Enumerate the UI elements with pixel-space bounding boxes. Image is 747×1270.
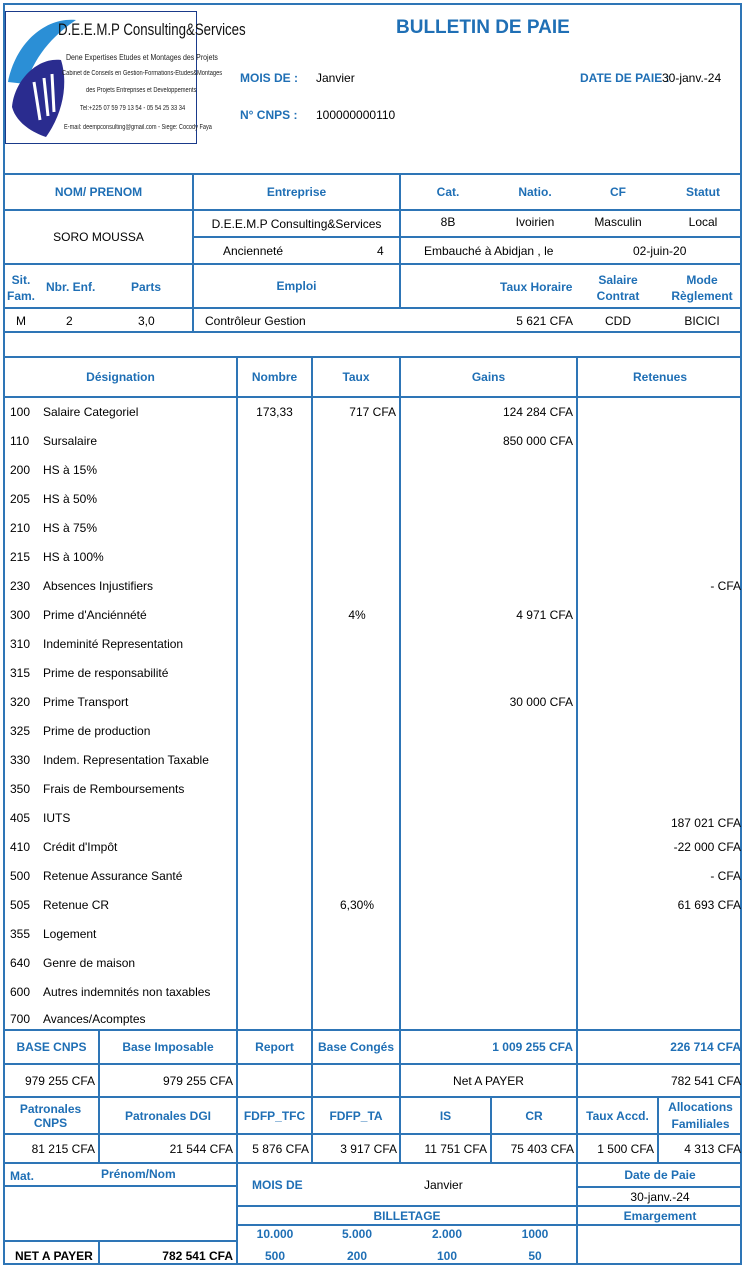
line-gain: 124 284 CFA xyxy=(502,405,573,419)
line-code: 410 xyxy=(10,840,31,854)
line-code: 350 xyxy=(10,782,31,796)
line-code: 230 xyxy=(10,579,31,593)
total-retenues: 226 714 CFA xyxy=(670,1040,741,1054)
bill-2000: 2.000 xyxy=(431,1227,463,1241)
line-label: Absences Injustifiers xyxy=(43,579,154,593)
header-taux: Taux xyxy=(342,370,370,384)
line-label: Salaire Categoriel xyxy=(43,405,139,419)
employee-name: SORO MOUSSA xyxy=(53,230,144,244)
line-taux: 6,30% xyxy=(339,898,375,912)
header-mat: Mat. xyxy=(10,1169,34,1183)
net-payer-label: Net A PAYER xyxy=(453,1073,524,1088)
nbrenf-value: 2 xyxy=(66,314,73,328)
patronales-cnps-value: 81 215 CFA xyxy=(31,1141,95,1156)
header-nom-prenom: NOM/ PRENOM xyxy=(54,185,143,199)
line-label: Retenue CR xyxy=(43,898,110,912)
line-code: 505 xyxy=(10,898,31,912)
line-taux: 717 CFA xyxy=(349,405,396,419)
header-prenom-nom: Prénom/Nom xyxy=(101,1167,176,1181)
header-natio: Natio. xyxy=(518,185,552,199)
cnps-label: N° CNPS : xyxy=(240,108,298,122)
line-label: Sursalaire xyxy=(43,434,98,448)
header-sitfam xyxy=(5,272,37,304)
line-label: HS à 15% xyxy=(43,463,98,477)
line-label: Indeminité Representation xyxy=(43,637,184,651)
line-code: 200 xyxy=(10,463,31,477)
header-nombre: Nombre xyxy=(251,370,298,384)
header-salaire-line2: Contrat xyxy=(596,289,640,303)
base-cnps-value: 979 255 CFA xyxy=(24,1073,95,1088)
line-label: Avances/Acomptes xyxy=(43,1012,146,1026)
header-patronales-dgi: Patronales DGI xyxy=(124,1108,212,1123)
parts-value: 3,0 xyxy=(138,314,155,328)
header-salaire-line1: Salaire xyxy=(598,273,638,287)
header-base-imposable: Base Imposable xyxy=(122,1040,214,1054)
line-code: 100 xyxy=(10,405,31,419)
embauche-date: 02-juin-20 xyxy=(633,244,687,258)
line-code: 215 xyxy=(10,550,31,564)
header-fdfp-ta: FDFP_TA xyxy=(329,1108,383,1123)
header-billetage: BILLETAGE xyxy=(373,1208,441,1223)
header-base-conges: Base Congés xyxy=(317,1040,395,1054)
mois-label: MOIS DE : xyxy=(240,71,299,85)
line-code: 700 xyxy=(10,1012,31,1026)
base-imposable-value: 979 255 CFA xyxy=(162,1073,233,1088)
cf-value: Masculin xyxy=(594,215,642,229)
header-cat: Cat. xyxy=(436,185,460,199)
line-code: 205 xyxy=(10,492,31,506)
footer-date-label: Date de Paie xyxy=(624,1168,696,1182)
line-code: 600 xyxy=(10,985,31,999)
line-code: 330 xyxy=(10,753,31,767)
line-code: 315 xyxy=(10,666,31,680)
logo-email: E-mail: deempconsulting@gmail.com - Siege: Cocody Faya xyxy=(64,124,212,131)
header-designation: Désignation xyxy=(86,370,155,384)
header-cf: CF xyxy=(610,185,626,199)
footer-net-label: NET A PAYER xyxy=(15,1249,93,1263)
header-mode-reglement xyxy=(666,272,738,304)
company-logo xyxy=(5,11,246,144)
header-sitfam-line1: Sit. xyxy=(11,273,31,287)
natio-value: Ivoirien xyxy=(515,215,555,229)
fdfp-ta-value: 3 917 CFA xyxy=(340,1141,397,1156)
line-code: 320 xyxy=(10,695,31,709)
line-code: 500 xyxy=(10,869,31,883)
header-patronales-cnps: Patronales CNPS xyxy=(19,1101,82,1130)
line-gain: 850 000 CFA xyxy=(502,434,573,448)
footer-date-value: 30-janv.-24 xyxy=(630,1189,690,1204)
bill-5000: 5.000 xyxy=(341,1227,373,1241)
coin-50: 50 xyxy=(528,1249,542,1263)
line-retenue: 187 021 CFA xyxy=(670,816,741,830)
header-fdfp-tfc: FDFP_TFC xyxy=(243,1108,306,1123)
statut-value: Local xyxy=(688,215,718,229)
sitfam-value: M xyxy=(16,314,26,328)
line-code: 300 xyxy=(10,608,31,622)
header-salaire-contrat xyxy=(588,272,648,304)
line-retenue: - CFA xyxy=(710,579,741,593)
header-alloc-line2: Familiales xyxy=(671,1117,730,1131)
line-code: 405 xyxy=(10,811,31,825)
header-taux-horaire: Taux Horaire xyxy=(500,280,573,294)
logo-desc2: des Projets Entreprises et Developpements xyxy=(86,87,197,94)
line-gain: 4 971 CFA xyxy=(516,608,573,622)
logo-brand: D.E.E.M.P Consulting&Services xyxy=(58,20,246,39)
coin-200: 200 xyxy=(346,1249,368,1263)
cat-value: 8B xyxy=(440,215,456,229)
line-taux: 4% xyxy=(348,608,366,622)
header-gains: Gains xyxy=(471,370,506,384)
footer-mois-label: MOIS DE xyxy=(252,1178,303,1192)
line-label: Frais de Remboursements xyxy=(43,782,185,796)
line-label: HS à 100% xyxy=(43,550,104,564)
line-label: HS à 75% xyxy=(43,521,98,535)
line-code: 310 xyxy=(10,637,31,651)
header-retenues: Retenues xyxy=(632,370,688,384)
line-label: Prime de production xyxy=(43,724,151,738)
line-label: IUTS xyxy=(43,811,71,825)
page-title: BULLETIN DE PAIE xyxy=(396,17,570,38)
line-retenue: - CFA xyxy=(710,869,741,883)
line-code: 325 xyxy=(10,724,31,738)
mois-value: Janvier xyxy=(316,71,355,85)
emploi-value: Contrôleur Gestion xyxy=(205,314,306,328)
line-label: Crédit d'Impôt xyxy=(43,840,118,854)
logo-desc1: Cabinet de Conseils en Gestion-Formations-Etudes&Montages xyxy=(62,70,223,77)
entreprise-value: D.E.E.M.P Consulting&Services xyxy=(211,216,382,231)
line-code: 640 xyxy=(10,956,31,970)
header-parts: Parts xyxy=(131,280,162,294)
reglement-value: BICICI xyxy=(684,314,720,328)
contrat-value: CDD xyxy=(605,314,631,328)
header-report: Report xyxy=(255,1040,294,1054)
header-alloc-line1: Allocations xyxy=(668,1100,733,1114)
anciennete-value: 4 xyxy=(377,244,384,258)
embauche-label: Embauché à Abidjan , le xyxy=(424,244,554,258)
line-nombre: 173,33 xyxy=(256,405,293,419)
line-retenue: 61 693 CFA xyxy=(677,898,741,912)
line-code: 210 xyxy=(10,521,31,535)
total-gains: 1 009 255 CFA xyxy=(492,1040,573,1054)
line-label: Indem. Representation Taxable xyxy=(43,753,209,767)
footer-mois-value: Janvier xyxy=(424,1178,463,1192)
header-base-cnps: BASE CNPS xyxy=(16,1040,87,1054)
coin-500: 500 xyxy=(264,1249,286,1263)
coin-100: 100 xyxy=(436,1249,458,1263)
line-label: Retenue Assurance Santé xyxy=(43,869,183,883)
line-gain: 30 000 CFA xyxy=(509,695,573,709)
date-value: 30-janv.-24 xyxy=(662,71,722,85)
fdfp-tfc-value: 5 876 CFA xyxy=(252,1141,309,1156)
line-code: 355 xyxy=(10,927,31,941)
line-label: HS à 50% xyxy=(43,492,98,506)
alloc-value: 4 313 CFA xyxy=(684,1141,741,1156)
header-statut: Statut xyxy=(686,185,720,199)
line-label: Genre de maison xyxy=(43,956,136,970)
line-label: Autres indemnités non taxables xyxy=(43,985,211,999)
header-mode-line2: Règlement xyxy=(671,289,733,303)
logo-tel: Tel:+225 07 59 79 13 54 - 05 54 25 33 34 xyxy=(80,105,186,112)
line-label: Prime Transport xyxy=(43,695,129,709)
bill-1000: 1000 xyxy=(521,1227,549,1241)
header-sitfam-line2: Fam. xyxy=(6,289,35,303)
patronales-dgi-value: 21 544 CFA xyxy=(169,1141,233,1156)
header-cr: CR xyxy=(525,1108,543,1123)
header-allocations xyxy=(659,1099,742,1133)
footer-net-value: 782 541 CFA xyxy=(162,1249,233,1263)
header-emargement: Emargement xyxy=(623,1208,697,1223)
header-taux-accd: Taux Accd. xyxy=(586,1108,649,1123)
header-nbr-enf: Nbr. Enf. xyxy=(46,280,96,294)
cnps-value: 100000000110 xyxy=(316,108,396,122)
logo-tagline: Dene Expertises Etudes et Montages des Projets xyxy=(66,52,218,62)
is-value: 11 751 CFA xyxy=(424,1141,487,1156)
line-label: Prime de responsabilité xyxy=(43,666,169,680)
taux-accd-value: 1 500 CFA xyxy=(597,1141,654,1156)
line-code: 110 xyxy=(10,434,30,448)
cr-value: 75 403 CFA xyxy=(510,1141,574,1156)
header-is: IS xyxy=(439,1108,452,1123)
anciennete-label: Ancienneté xyxy=(223,244,284,258)
header-mode-line1: Mode xyxy=(686,273,718,287)
header-emploi: Emploi xyxy=(276,279,317,293)
bill-10000: 10.000 xyxy=(256,1227,294,1241)
date-label: DATE DE PAIE : xyxy=(580,71,670,85)
line-retenue: -22 000 CFA xyxy=(673,840,741,854)
net-payer-value: 782 541 CFA xyxy=(670,1073,741,1088)
taux-horaire-value: 5 621 CFA xyxy=(516,314,573,328)
line-label: Prime d'Anciénnété xyxy=(43,608,147,622)
line-label: Logement xyxy=(43,927,97,941)
header-entreprise: Entreprise xyxy=(266,185,327,199)
